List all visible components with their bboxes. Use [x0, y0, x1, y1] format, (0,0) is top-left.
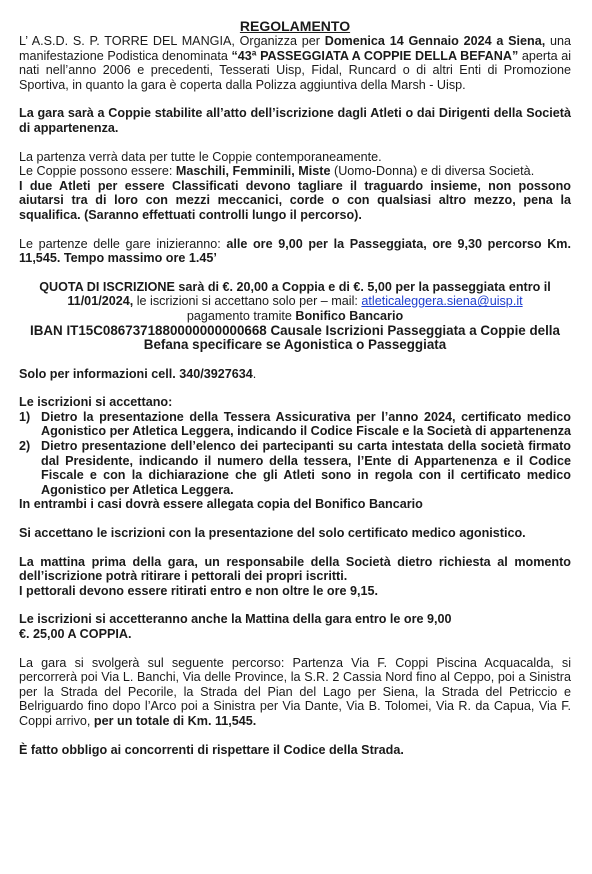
start-line-1: La partenza verrà data per tutte le Coppie contemporaneamente. [19, 149, 382, 164]
list-item [19, 439, 571, 497]
list-item-number: 2) [19, 439, 31, 454]
intro-text-3: aperta ai nati nell’anno 2006 e precedenti, Tesserati Uisp, Fidal, Runcard o di altri Enti di Promozione Sportiva, in quanto la gara è coperta dalla Polizza aggiuntiva della Marsh - Uisp. [19, 48, 572, 92]
start-times [19, 237, 571, 266]
event-date: Domenica 14 Gennaio 2024 a Siena, [324, 34, 546, 48]
document-title: REGOLAMENTO [239, 18, 351, 34]
start-line-2 [19, 164, 571, 179]
categories-label: Le Coppie possono essere: [19, 164, 176, 179]
start-times-value: alle ore 9,00 per la Passeggiata, ore 9,30 percorso Km. 11,545. Tempo massimo ore 1.45’ [19, 236, 571, 266]
payment-label: pagamento tramite [186, 308, 296, 323]
intro-text-2: una manifestazione Podistica denominata [19, 34, 572, 63]
email-link[interactable]: atleticaleggera.siena@uisp.it [361, 294, 523, 309]
categories-list: Maschili, Femminili, Miste [175, 164, 331, 179]
payment-method [19, 309, 571, 324]
intro-paragraph [19, 34, 571, 92]
bib-deadline: I pettorali devono essere ritirati entro e non oltre le ore 9,15. [19, 583, 379, 598]
road-code-rule: È fatto obbligo ai concorrenti di rispettare il Codice della Strada. [19, 742, 404, 757]
payment-value: Bonifico Bancario [295, 308, 404, 323]
morning-pickup: La mattina prima della gara, un responsabile della Società dietro richiesta al momento dell’iscrizione potrà ritirare i pettorali dei propri iscritti. [19, 554, 571, 584]
accept-footer: In entrambi i casi dovrà essere allegata copia del Bonifico Bancario [19, 497, 423, 512]
late-registration: Le iscrizioni si accetteranno anche la Mattina della gara entro le ore 9,00 [19, 612, 452, 627]
route-text: La gara si svolgerà sul seguente percorso: Partenza Via F. Coppi Piscina Acquacalda, si percorrerà poi Via L. Banchi, Via delle Province, la S.R. 2 Cassia Nord fino al Ceppo, poi a Sinistra per la Strada del Pecorile, la Strada del Pian del Lago per Siena, la Strada del Petriccio e Belriguardo fino dopo l’Arco poi a Sinistra per Via Dante, Via B. Tolomei, Via R. da Capua, Via F. Coppi arrivo, [19, 655, 571, 728]
late-fee: €. 25,00 A COPPIA. [19, 627, 132, 641]
pairs-rule: La gara sarà a Coppie stabilite all’atto dell’iscrizione dagli Atleti o dai Dirigenti della Società di appartenenza. [19, 106, 571, 135]
info-phone-dot: . [252, 366, 257, 381]
list-item-number: 1) [19, 409, 31, 424]
list-item [19, 410, 571, 439]
certificate-only: Si accettano le iscrizioni con la presentazione del solo certificato medico agonistico. [19, 526, 526, 541]
fee-paragraph [19, 280, 571, 309]
finish-rule: I due Atleti per essere Classificati devono tagliare il traguardo insieme, non possono aiutarsi tra di loro con mezzi meccanici, corde o con qualsiasi altro mezzo, pena la squalifica. (Saranno effettuati controlli lungo il percorso). [19, 178, 571, 222]
email-label: le iscrizioni si accettano solo per – mail: [133, 294, 362, 309]
info-phone-text: Solo per informazioni cell. 340/3927634 [19, 366, 253, 381]
start-times-label: Le partenze delle gare inizieranno: [19, 236, 227, 251]
event-name: “43ª PASSEGGIATA A COPPIE DELLA BEFANA” [231, 48, 519, 63]
route-paragraph [19, 656, 571, 729]
list-item-text: Dietro la presentazione della Tessera Assicurativa per l’anno 2024, certificato medico Agonistico per Atletica Leggera, indicando il Codice Fiscale e la Società di appartenenza [41, 409, 572, 439]
info-phone [19, 367, 571, 382]
accept-list [19, 410, 571, 498]
fee-text: QUOTA DI ISCRIZIONE sarà di €. 20,00 a Coppia e di €. 5,00 per la passeggiata entro il 11/01/2024, [39, 279, 551, 309]
accept-heading: Le iscrizioni si accettano: [19, 395, 173, 410]
intro-text: L’ A.S.D. S. P. TORRE DEL MANGIA, Organizza per [19, 34, 325, 48]
iban-paragraph: IBAN IT15C0867371880000000000668 Causale Iscrizioni Passeggiata a Coppie della Befana specificare se Agonistica o Passeggiata [30, 322, 560, 353]
list-item-text: Dietro presentazione dell’elenco dei partecipanti su carta intestata della società firmato dal Presidente, indicando il numero della tessera, l’Ente di Appartenenza e il Codice Fiscale e con la dichiarazione che gli Atleti sono in regola con il certificato medico Agonistico per Atletica Leggera. [41, 439, 571, 497]
route-distance: per un totale di Km. 11,545. [93, 713, 257, 728]
categories-note: (Uomo-Donna) e di diversa Società. [330, 164, 535, 179]
